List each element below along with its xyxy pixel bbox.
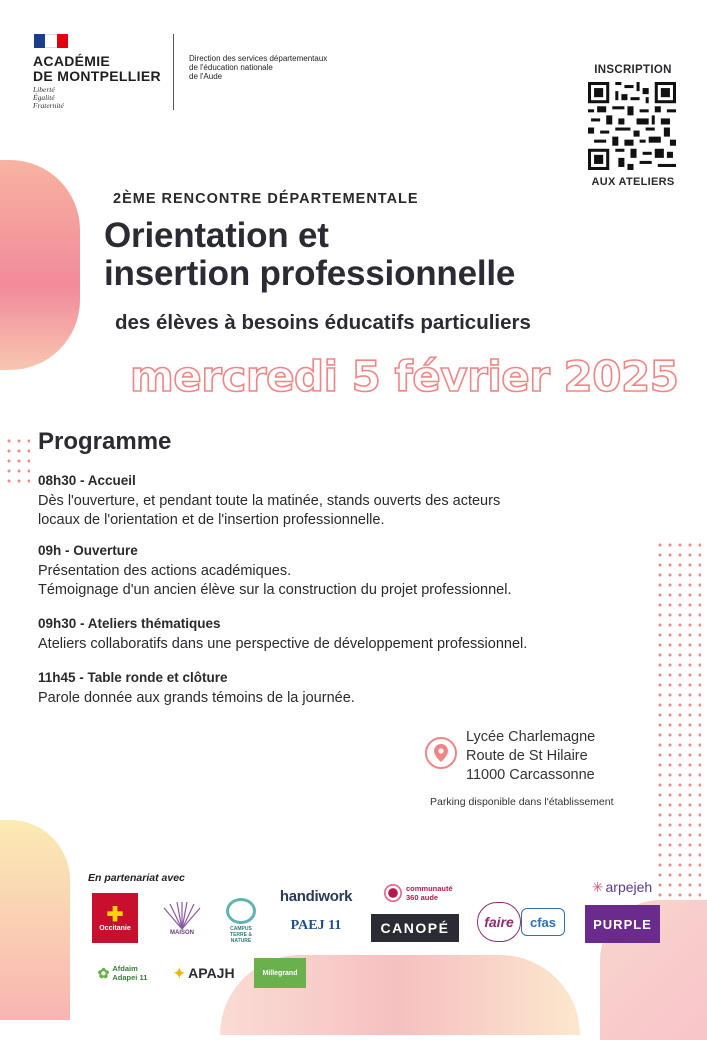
- event-kicker: 2ÈME RENCONTRE DÉPARTEMENTALE: [113, 191, 419, 207]
- millegrand-logo: Millegrand: [254, 958, 306, 988]
- event-date: mercredi 5 février 2025: [130, 352, 679, 401]
- decorative-gradient-left: [0, 160, 80, 370]
- registration-qr-code[interactable]: [588, 82, 676, 170]
- programme-session: [38, 471, 638, 530]
- decorative-dots-left: [4, 436, 30, 488]
- programme-session: [38, 541, 638, 600]
- qr-caption-top: INSCRIPTION: [594, 64, 672, 76]
- canope-logo: CANOPÉ: [371, 914, 459, 942]
- programme-title: Programme: [38, 428, 172, 455]
- faire-logo: faire: [477, 902, 521, 942]
- session-heading: 08h30 - Accueil: [38, 473, 136, 488]
- arpejeh-logo: ✳ arpejeh: [591, 878, 653, 895]
- paej-logo: PAEJ 11: [290, 918, 342, 933]
- session-heading: 09h - Ouverture: [38, 543, 138, 558]
- cfas-logo: cfas: [521, 908, 565, 936]
- venue-address: Lycée Charlemagne Route de St Hilaire 11000 Carcassonne: [466, 729, 596, 783]
- session-heading: 09h30 - Ateliers thématiques: [38, 616, 221, 631]
- dsden-label: Direction des services départementaux de l'éducation nationale de l'Aude: [189, 54, 328, 81]
- afdaim-logo: ✿ Afdaim Adapei 11: [97, 964, 148, 982]
- event-title: Orientation et insertion professionnelle: [104, 216, 516, 293]
- session-heading: 11h45 - Table ronde et clôture: [38, 670, 228, 685]
- campus-logo: CAMPUS TERRE & NATURE: [224, 898, 258, 944]
- decorative-gradient-bottom-left: [0, 820, 70, 1020]
- communaute-360-logo: communauté 360 aude: [380, 880, 460, 906]
- header-divider: [173, 34, 174, 110]
- partners-label: En partenariat avec: [88, 872, 185, 884]
- session-text: Témoignage d'un ancien élève sur la construction du projet professionnel.: [38, 582, 512, 598]
- session-text: Ateliers collaboratifs dans une perspective de développement professionnel.: [38, 636, 528, 652]
- purple-logo: PURPLE: [585, 905, 660, 943]
- apajh-logo: ✦ APAJH: [173, 964, 235, 981]
- decorative-dots-right: [655, 540, 701, 900]
- maison-logo: MAISON: [157, 894, 207, 944]
- programme-session: [38, 614, 638, 654]
- parking-note: Parking disponible dans l'établissement: [430, 796, 614, 808]
- qr-caption-bottom: AUX ATELIERS: [591, 176, 675, 188]
- occitanie-logo: ✚ Occitanie: [92, 893, 138, 943]
- academie-title: ACADÉMIE DE MONTPELLIER: [33, 53, 161, 84]
- session-text: Dès l'ouverture, et pendant toute la matinée, stands ouverts des acteurs: [38, 493, 501, 509]
- session-text: Présentation des actions académiques.: [38, 563, 292, 579]
- french-flag-logo: [34, 34, 68, 48]
- location-pin-icon: [425, 737, 457, 769]
- republic-motto: Liberté Égalité Fraternité: [33, 85, 64, 110]
- session-text: Parole donnée aux grands témoins de la journée.: [38, 690, 355, 706]
- event-subtitle: des élèves à besoins éducatifs particuliers: [115, 311, 531, 334]
- programme-session: [38, 668, 638, 708]
- handiwork-logo: handiwork: [279, 887, 353, 905]
- session-text: locaux de l'orientation et de l'insertion professionnelle.: [38, 512, 385, 528]
